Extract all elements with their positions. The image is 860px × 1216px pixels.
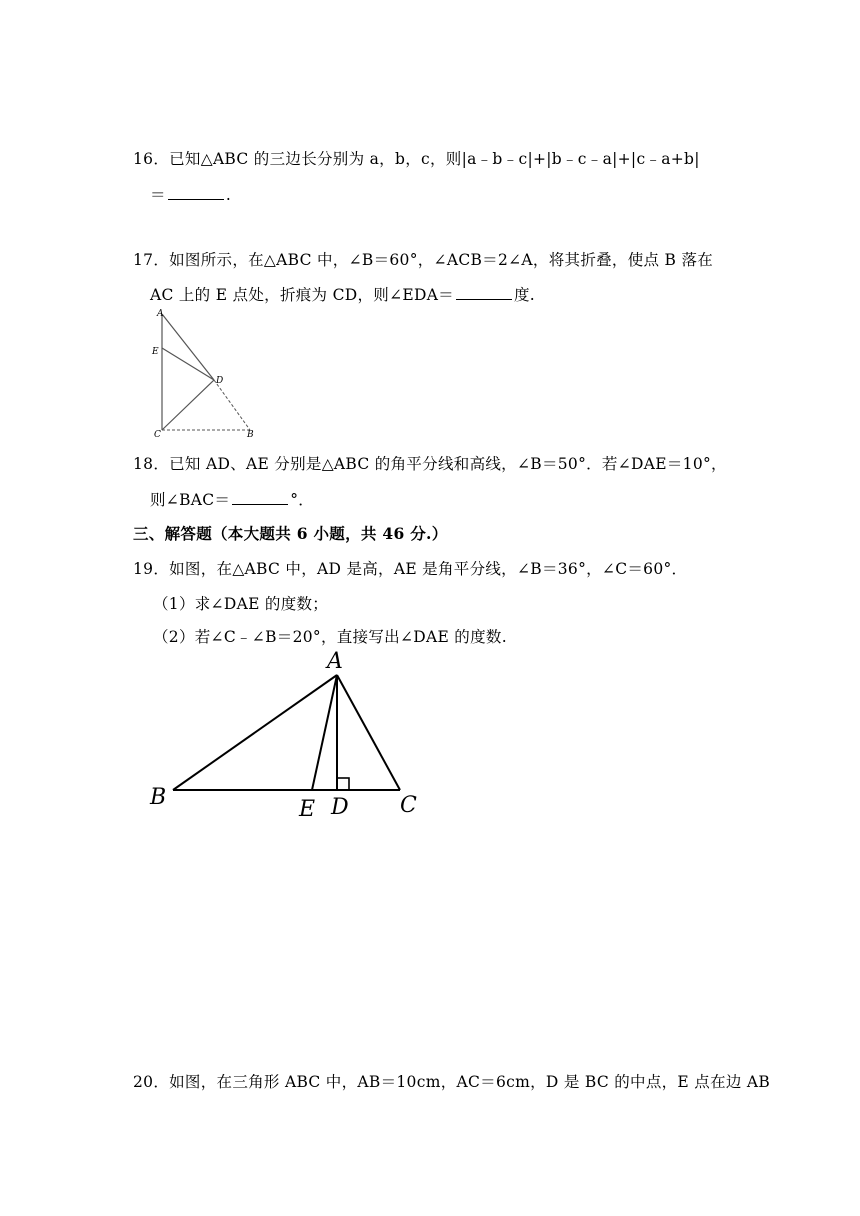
q18-line2-text: 则∠BAC＝ (150, 491, 231, 509)
q19-segment-ab (173, 675, 337, 790)
q18-answer-blank[interactable] (232, 490, 288, 505)
q18-line2 (150, 488, 314, 510)
q19-label-a: A (327, 649, 343, 674)
q20-line1: 20．如图，在三角形 ABC 中，AB＝10cm，AC＝6cm，D 是 BC 的中点，E 点在边 AB (133, 1073, 771, 1091)
q17-label-b: B (247, 430, 254, 440)
q19-sub1: （1）求∠DAE 的度数； (153, 595, 329, 613)
q19-line1: 19．如图，在△ABC 中，AD 是高，AE 是角平分线，∠B＝36°，∠C＝60°． (133, 560, 688, 578)
q19-segment-ac (337, 675, 400, 790)
q19-sub2: （2）若∠C﹣∠B＝20°，直接写出∠DAE 的度数. (153, 628, 507, 646)
q17-segment-db-dashed (214, 380, 250, 430)
q19-label-e: E (299, 797, 316, 822)
q19-label-d: D (331, 795, 349, 820)
right-angle-mark (337, 778, 349, 790)
q16-answer-blank[interactable] (168, 185, 224, 200)
q17-label-c: C (154, 430, 161, 440)
q19-label-b: B (150, 785, 167, 810)
q18-line1: 18．已知 AD、AE 分别是△ABC 的角平分线和高线，∠B＝50°．若∠DAE＝10°， (133, 455, 727, 473)
q19-figure (145, 650, 435, 830)
q17-label-d: D (216, 376, 224, 386)
q17-segment-ad (162, 314, 214, 380)
q17-label-a: A (157, 309, 164, 319)
q17-label-e: E (152, 347, 159, 357)
q17-line1: 17．如图所示，在△ABC 中，∠B＝60°，∠ACB＝2∠A，将其折叠，使点 B 落在 (133, 251, 714, 269)
q17-answer-blank[interactable] (456, 285, 512, 300)
q16-line1: 16．已知△ABC 的三边长分别为 a，b，c，则|a﹣b﹣c|+|b﹣c﹣a|+|c﹣a+b| (133, 150, 700, 168)
q17-segment-cd (162, 380, 214, 430)
q16-line2 (150, 183, 231, 205)
q17-line2 (150, 283, 535, 305)
q17-figure (148, 308, 268, 438)
q16-period: . (225, 186, 232, 204)
q17-segment-ed (162, 348, 214, 380)
q19-segment-ae (312, 675, 337, 790)
q17-unit: 度. (514, 286, 536, 304)
section-heading: 三、解答题（本大题共 6 小题，共 46 分.） (133, 524, 448, 543)
q18-unit: °． (290, 491, 315, 509)
q16-equals: ＝ (150, 186, 166, 204)
q17-line2-text: AC 上的 E 点处，折痕为 CD，则∠EDA＝ (150, 286, 454, 304)
q19-label-c: C (400, 793, 417, 818)
